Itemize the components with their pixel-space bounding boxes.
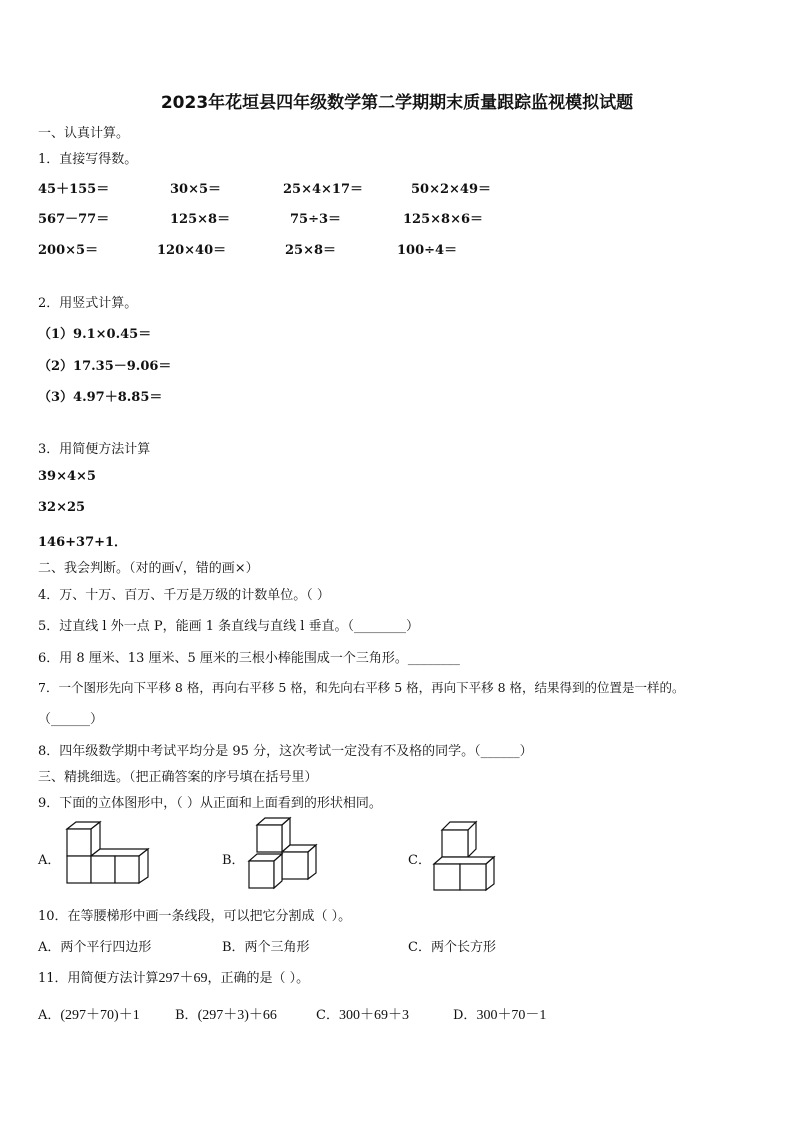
q11-option-b	[175, 1004, 277, 1024]
section-3-heading: 三、精挑细选。（把正确答案的序号填在括号里）	[38, 770, 318, 785]
question-5: 5．过直线 l 外一点 P，能画 1 条直线与直线 l 垂直。（________）	[38, 619, 420, 634]
q11-option-letter: B．	[175, 1008, 198, 1023]
cube-figure-b	[244, 816, 334, 890]
question-1-label: 1．直接写得数。	[38, 152, 138, 167]
section-2-heading: 二、我会判断。（对的画√，错的画×）	[38, 561, 259, 576]
q1-cell: 125×8×6＝	[403, 212, 484, 227]
q11-option-letter: A．	[38, 1008, 61, 1023]
question-7-blank: （______）	[38, 712, 104, 727]
q11-option-expr: (297＋3)＋66	[197, 1008, 277, 1023]
q10-option: A．两个平行四边形	[38, 940, 152, 955]
q11-option-expr: 300＋70－1	[476, 1008, 547, 1023]
q10-option: B．两个三角形	[222, 940, 310, 955]
q11-option-a	[38, 1004, 140, 1024]
q11-option-expr: (297＋70)＋1	[60, 1008, 140, 1023]
q1-cell: 567－77＝	[38, 212, 110, 227]
q11-label-end: ，正确的是（ ）。	[207, 971, 310, 986]
q2-item: （2）17.35－9.06＝	[38, 359, 172, 374]
q9-option-label: B．	[222, 853, 245, 868]
q1-cell: 75÷3＝	[290, 212, 342, 227]
question-9-label: 9．下面的立体图形中，（ ）从正面和上面看到的形状相同。	[38, 796, 382, 811]
page-title: 2023年花垣县四年级数学第二学期期末质量跟踪监视模拟试题	[160, 93, 634, 113]
question-4: 4．万、十万、百万、千万是万级的计数单位。（ ）	[38, 588, 330, 603]
q11-option-c	[316, 1004, 409, 1024]
q9-option-label: C．	[408, 853, 431, 868]
q1-cell: 100÷4＝	[397, 243, 458, 258]
q1-cell: 125×8＝	[170, 212, 231, 227]
question-11	[38, 967, 309, 987]
question-10-label: 10．在等腰梯形中画一条线段，可以把它分割成（ ）。	[38, 909, 352, 924]
question-3-label: 3．用简便方法计算	[38, 442, 151, 457]
q1-cell: 30×5＝	[170, 182, 222, 197]
q1-cell: 120×40＝	[157, 243, 227, 258]
question-6: 6．用 8 厘米、13 厘米、5 厘米的三根小棒能围成一个三角形。________	[38, 651, 460, 666]
q1-cell: 25×4×17＝	[283, 182, 364, 197]
cube-figure-c	[430, 820, 510, 892]
q3-item: 32×25	[38, 500, 86, 515]
question-8: 8．四年级数学期中考试平均分是 95 分，这次考试一定没有不及格的同学。（______）	[38, 744, 533, 759]
question-2-label: 2．用竖式计算。	[38, 296, 138, 311]
q1-cell: 45＋155＝	[38, 182, 110, 197]
q11-option-letter: C．	[316, 1008, 339, 1023]
q1-cell: 25×8＝	[285, 243, 337, 258]
q11-option-expr: 300＋69＋3	[338, 1008, 409, 1023]
cube-figure-a	[60, 820, 160, 890]
q2-item: （1）9.1×0.45＝	[38, 327, 152, 342]
q9-option-label: A．	[38, 853, 61, 868]
question-7: 7．一个图形先向下平移 8 格，再向右平移 5 格，和先向右平移 5 格，再向下平移 8 格，结果得到的位置是一样的。	[38, 680, 685, 695]
q11-expression: 297＋69	[158, 971, 208, 986]
q1-cell: 50×2×49＝	[411, 182, 492, 197]
q1-cell: 200×5＝	[38, 243, 99, 258]
q2-item: （3）4.97＋8.85＝	[38, 390, 163, 405]
q11-option-d	[453, 1004, 546, 1024]
q11-label: 11．用简便方法计算	[38, 971, 159, 986]
q11-option-letter: D．	[453, 1008, 477, 1023]
section-1-heading: 一、认真计算。	[38, 126, 130, 141]
q3-item: 146+37+1．	[38, 535, 128, 550]
q10-option: C．两个长方形	[408, 940, 496, 955]
q3-item: 39×4×5	[38, 469, 96, 484]
